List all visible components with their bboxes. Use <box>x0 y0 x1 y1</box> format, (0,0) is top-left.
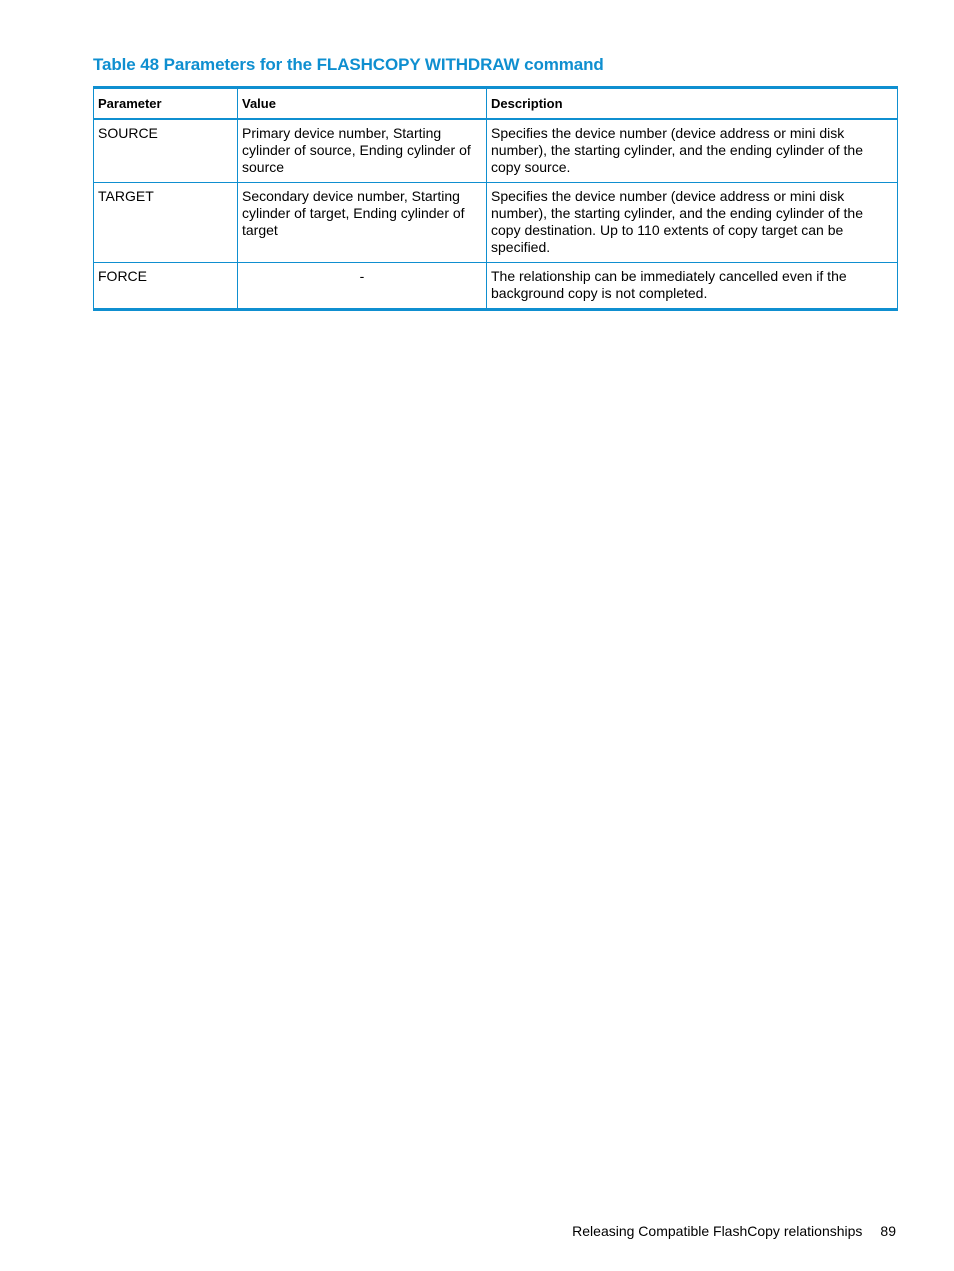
page-number: 89 <box>880 1223 896 1239</box>
table-row <box>94 119 898 183</box>
cell-parameter: FORCE <box>94 263 238 310</box>
footer-section-title: Releasing Compatible FlashCopy relationships <box>572 1223 863 1239</box>
column-header-value: Value <box>238 88 487 120</box>
table-row <box>94 183 898 263</box>
cell-value: Primary device number, Starting cylinder of source, Ending cylinder of source <box>238 119 487 183</box>
cell-description: Specifies the device number (device address or mini disk number), the starting cylinder, and the ending cylinder of the copy destination. Up to 110 extents of copy target can be specified. <box>487 183 898 263</box>
cell-parameter: TARGET <box>94 183 238 263</box>
cell-value: Secondary device number, Starting cylinder of target, Ending cylinder of target <box>238 183 487 263</box>
cell-description: Specifies the device number (device address or mini disk number), the starting cylinder, and the ending cylinder of the copy source. <box>487 119 898 183</box>
cell-parameter: SOURCE <box>94 119 238 183</box>
parameters-table <box>93 86 898 311</box>
table-title: Table 48 Parameters for the FLASHCOPY WITHDRAW command <box>93 55 604 74</box>
column-header-description: Description <box>487 88 898 120</box>
page-footer <box>572 1223 896 1239</box>
table-row <box>94 263 898 310</box>
table-header-row <box>94 88 898 120</box>
cell-description: The relationship can be immediately cancelled even if the background copy is not completed. <box>487 263 898 310</box>
column-header-parameter: Parameter <box>94 88 238 120</box>
cell-value: - <box>238 263 487 310</box>
